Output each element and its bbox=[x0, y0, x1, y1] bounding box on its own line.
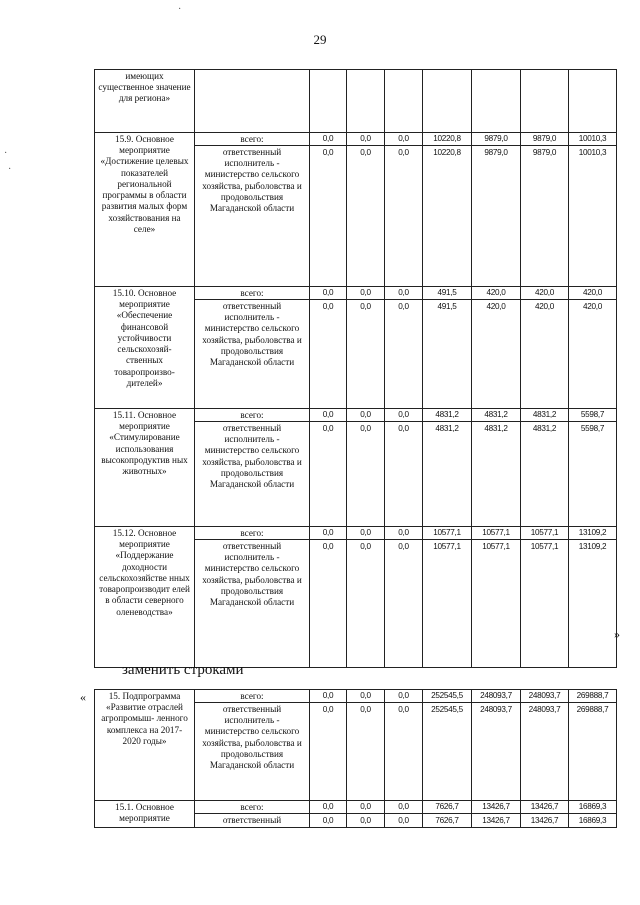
responsible-value: 0,0 bbox=[322, 302, 334, 311]
value-cell bbox=[521, 690, 569, 801]
value-cell bbox=[347, 801, 385, 828]
total-value: 248093,7 bbox=[472, 690, 520, 703]
value-cell bbox=[423, 527, 472, 668]
total-value: 0,0 bbox=[310, 527, 346, 540]
responsible-value: 0,0 bbox=[398, 424, 409, 433]
total-value: 10577,1 bbox=[521, 527, 568, 540]
responsible-value: 0,0 bbox=[322, 424, 334, 433]
total-value: 13426,7 bbox=[472, 801, 520, 814]
total-value: 7626,7 bbox=[423, 801, 471, 814]
value-cell bbox=[347, 133, 385, 287]
value-cell bbox=[385, 409, 423, 527]
total-label: всего: bbox=[195, 690, 309, 703]
total-value: 10010,3 bbox=[569, 133, 616, 146]
responsible-executor-label: ответственный bbox=[222, 815, 282, 825]
value-cell bbox=[310, 287, 347, 409]
executor-cell bbox=[195, 690, 310, 801]
total-label: всего: bbox=[195, 527, 309, 540]
total-value: 10577,1 bbox=[423, 527, 471, 540]
table-2-body bbox=[95, 690, 617, 828]
total-value: 0,0 bbox=[310, 801, 346, 814]
scan-speck: · bbox=[4, 148, 8, 159]
total-value: 420,0 bbox=[569, 287, 616, 300]
value-cell bbox=[521, 409, 569, 527]
responsible-value: 13109,2 bbox=[578, 542, 607, 551]
responsible-executor-label: ответственный исполнитель - министерство сельского хозяйства, рыболовства и продовольствия Магаданской области bbox=[202, 541, 302, 608]
total-value: 16869,3 bbox=[569, 801, 616, 814]
value-cell bbox=[472, 690, 521, 801]
empty-cell bbox=[423, 70, 472, 133]
total-value: 5598,7 bbox=[569, 409, 616, 422]
responsible-value: 248093,7 bbox=[528, 705, 561, 714]
responsible-value: 0,0 bbox=[322, 816, 334, 825]
event-name-cell: 15.11. Основное мероприятие «Стимулирование использования высокопродуктив ных животных» bbox=[95, 409, 195, 527]
empty-cell bbox=[569, 70, 617, 133]
event-name-cell: 15.9. Основное мероприятие «Достижение целевых показателей региональной программы в области развития малых форм хозяйствования на селе» bbox=[95, 133, 195, 287]
total-value: 4831,2 bbox=[472, 409, 520, 422]
total-value: 0,0 bbox=[347, 133, 384, 146]
responsible-value: 4831,2 bbox=[435, 424, 459, 433]
responsible-value: 0,0 bbox=[360, 542, 371, 551]
responsible-value: 0,0 bbox=[360, 148, 371, 157]
responsible-value: 491,5 bbox=[437, 302, 457, 311]
responsible-value: 13426,7 bbox=[482, 816, 510, 825]
empty-cell bbox=[521, 70, 569, 133]
responsible-value: 420,0 bbox=[486, 302, 506, 311]
responsible-value: 10220,8 bbox=[433, 148, 461, 157]
value-cell bbox=[385, 287, 423, 409]
total-value: 269888,7 bbox=[569, 690, 616, 703]
total-value: 0,0 bbox=[310, 287, 346, 300]
value-cell bbox=[385, 690, 423, 801]
total-value: 0,0 bbox=[385, 690, 422, 703]
total-value: 13426,7 bbox=[521, 801, 568, 814]
responsible-value: 0,0 bbox=[360, 302, 371, 311]
total-value: 0,0 bbox=[347, 527, 384, 540]
responsible-value: 0,0 bbox=[398, 816, 409, 825]
responsible-value: 0,0 bbox=[360, 816, 371, 825]
empty-cell bbox=[347, 70, 385, 133]
value-cell bbox=[472, 527, 521, 668]
responsible-value: 0,0 bbox=[360, 424, 371, 433]
total-value: 9879,0 bbox=[472, 133, 520, 146]
responsible-executor-label: ответственный исполнитель - министерство сельского хозяйства, рыболовства и продовольствия Магаданской области bbox=[202, 301, 302, 368]
value-cell bbox=[521, 133, 569, 287]
total-label: всего: bbox=[195, 287, 309, 300]
responsible-value: 0,0 bbox=[360, 705, 371, 714]
responsible-value: 0,0 bbox=[322, 148, 334, 157]
responsible-value: 10577,1 bbox=[482, 542, 510, 551]
responsible-value: 7626,7 bbox=[435, 816, 459, 825]
value-cell bbox=[385, 527, 423, 668]
program-row bbox=[95, 287, 617, 409]
event-name-cell: 15.10. Основное мероприятие «Обеспечение финансовой устойчивости сельскохозяй- ственных товаропроизво- дителей» bbox=[95, 287, 195, 409]
value-cell bbox=[569, 801, 617, 828]
value-cell bbox=[521, 527, 569, 668]
value-cell bbox=[521, 801, 569, 828]
empty-cell bbox=[472, 70, 521, 133]
value-cell bbox=[423, 409, 472, 527]
responsible-value: 248093,7 bbox=[480, 705, 512, 714]
value-cell bbox=[423, 133, 472, 287]
value-cell bbox=[347, 527, 385, 668]
program-row bbox=[95, 690, 617, 801]
executor-cell bbox=[195, 527, 310, 668]
responsible-value: 0,0 bbox=[322, 542, 334, 551]
total-value: 420,0 bbox=[472, 287, 520, 300]
opening-quote: « bbox=[80, 690, 86, 704]
total-value: 0,0 bbox=[310, 133, 346, 146]
responsible-value: 0,0 bbox=[322, 705, 334, 714]
value-cell bbox=[310, 527, 347, 668]
responsible-value: 10577,1 bbox=[433, 542, 461, 551]
value-cell bbox=[347, 690, 385, 801]
program-row bbox=[95, 527, 617, 668]
value-cell bbox=[569, 690, 617, 801]
total-value: 252545,5 bbox=[423, 690, 471, 703]
responsible-value: 16869,3 bbox=[578, 816, 607, 825]
scan-speck: · bbox=[8, 164, 12, 175]
total-label: всего: bbox=[195, 133, 309, 146]
budget-table-original bbox=[94, 69, 617, 668]
total-value: 248093,7 bbox=[521, 690, 568, 703]
closing-quote: » bbox=[614, 627, 620, 641]
responsible-value: 4831,2 bbox=[532, 424, 557, 433]
total-value: 0,0 bbox=[310, 409, 346, 422]
value-cell bbox=[310, 801, 347, 828]
program-row bbox=[95, 409, 617, 527]
value-cell bbox=[472, 409, 521, 527]
value-cell bbox=[385, 801, 423, 828]
total-label: всего: bbox=[195, 409, 309, 422]
program-row bbox=[95, 801, 617, 828]
event-name-cell: 15. Подпрограмма «Развитие отраслей агропромыш- ленного комплекса на 2017-2020 годы» bbox=[95, 690, 195, 801]
total-value: 4831,2 bbox=[521, 409, 568, 422]
responsible-value: 9879,0 bbox=[532, 148, 557, 157]
executor-cell bbox=[195, 287, 310, 409]
responsible-value: 10010,3 bbox=[578, 148, 607, 157]
responsible-value: 5598,7 bbox=[580, 424, 605, 433]
responsible-value: 252545,5 bbox=[431, 705, 463, 714]
event-name-cell: 15.1. Основное мероприятие bbox=[95, 801, 195, 828]
value-cell bbox=[569, 409, 617, 527]
total-value: 0,0 bbox=[385, 287, 422, 300]
responsible-value: 10577,1 bbox=[530, 542, 559, 551]
responsible-value: 420,0 bbox=[535, 302, 554, 311]
total-value: 10577,1 bbox=[472, 527, 520, 540]
responsible-value: 420,0 bbox=[583, 302, 602, 311]
empty-cell bbox=[310, 70, 347, 133]
value-cell bbox=[347, 409, 385, 527]
continuation-row bbox=[95, 70, 617, 133]
value-cell bbox=[310, 690, 347, 801]
value-cell bbox=[347, 287, 385, 409]
total-value: 0,0 bbox=[385, 409, 422, 422]
total-value: 0,0 bbox=[385, 133, 422, 146]
responsible-value: 4831,2 bbox=[484, 424, 508, 433]
program-row bbox=[95, 133, 617, 287]
total-value: 0,0 bbox=[347, 690, 384, 703]
responsible-value: 9879,0 bbox=[484, 148, 508, 157]
value-cell bbox=[569, 133, 617, 287]
value-cell bbox=[310, 133, 347, 287]
total-value: 491,5 bbox=[423, 287, 471, 300]
value-cell bbox=[521, 287, 569, 409]
responsible-value: 0,0 bbox=[398, 302, 409, 311]
scan-speck: · bbox=[178, 4, 182, 15]
responsible-value: 0,0 bbox=[398, 148, 409, 157]
empty-cell bbox=[195, 70, 310, 133]
value-cell bbox=[472, 801, 521, 828]
value-cell bbox=[423, 287, 472, 409]
responsible-value: 13426,7 bbox=[530, 816, 559, 825]
total-value: 0,0 bbox=[385, 801, 422, 814]
total-value: 13109,2 bbox=[569, 527, 616, 540]
executor-cell bbox=[195, 801, 310, 828]
total-value: 0,0 bbox=[385, 527, 422, 540]
event-name-cell: 15.12. Основное мероприятие «Поддержание доходности сельскохозяйстве нных товаропроизводит елей в области северного оленеводства» bbox=[95, 527, 195, 668]
continuation-name-cell: имеющих существенное значение для региона» bbox=[95, 70, 195, 133]
executor-cell bbox=[195, 409, 310, 527]
total-value: 0,0 bbox=[347, 409, 384, 422]
total-value: 4831,2 bbox=[423, 409, 471, 422]
total-value: 9879,0 bbox=[521, 133, 568, 146]
value-cell bbox=[472, 287, 521, 409]
value-cell bbox=[569, 527, 617, 668]
value-cell bbox=[423, 690, 472, 801]
responsible-executor-label: ответственный исполнитель - министерство сельского хозяйства, рыболовства и продовольствия Магаданской области bbox=[202, 423, 302, 490]
replace-heading: заменить строками bbox=[122, 662, 244, 678]
total-value: 10220,8 bbox=[423, 133, 471, 146]
total-value: 0,0 bbox=[347, 287, 384, 300]
budget-table-replacement bbox=[94, 689, 617, 828]
value-cell bbox=[569, 287, 617, 409]
responsible-executor-label: ответственный исполнитель - министерство сельского хозяйства, рыболовства и продовольствия Магаданской области bbox=[202, 147, 302, 214]
value-cell bbox=[472, 133, 521, 287]
responsible-executor-label: ответственный исполнитель - министерство сельского хозяйства, рыболовства и продовольствия Магаданской области bbox=[202, 704, 302, 771]
executor-cell bbox=[195, 133, 310, 287]
responsible-value: 0,0 bbox=[398, 542, 409, 551]
value-cell bbox=[423, 801, 472, 828]
responsible-value: 269888,7 bbox=[576, 705, 609, 714]
table-1-body bbox=[95, 70, 617, 668]
value-cell bbox=[385, 133, 423, 287]
responsible-value: 0,0 bbox=[398, 705, 409, 714]
value-cell bbox=[310, 409, 347, 527]
total-label: всего: bbox=[195, 801, 309, 814]
total-value: 0,0 bbox=[310, 690, 346, 703]
total-value: 420,0 bbox=[521, 287, 568, 300]
total-value: 0,0 bbox=[347, 801, 384, 814]
empty-cell bbox=[385, 70, 423, 133]
page-number: 29 bbox=[313, 32, 327, 47]
